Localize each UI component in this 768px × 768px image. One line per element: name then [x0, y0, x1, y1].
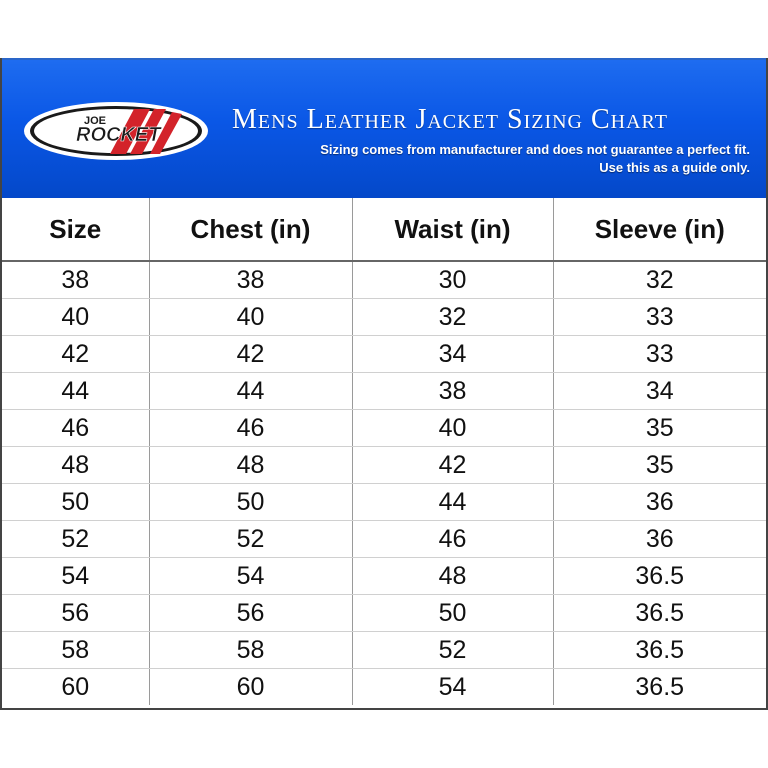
table-row — [2, 521, 766, 558]
table-row — [2, 373, 766, 410]
header-chest: Chest (in) — [149, 198, 352, 261]
table-row — [2, 632, 766, 669]
cell-waist: 44 — [352, 484, 553, 521]
cell-size: 54 — [2, 558, 149, 595]
cell-chest: 52 — [149, 521, 352, 558]
cell-size: 58 — [2, 632, 149, 669]
cell-sleeve: 36.5 — [553, 669, 766, 706]
cell-waist: 42 — [352, 447, 553, 484]
cell-waist: 54 — [352, 669, 553, 706]
cell-size: 56 — [2, 595, 149, 632]
cell-waist: 30 — [352, 261, 553, 299]
logo-text-main: ROCKET — [76, 124, 161, 146]
cell-sleeve: 35 — [553, 447, 766, 484]
table-row — [2, 299, 766, 336]
table-row — [2, 410, 766, 447]
cell-sleeve: 33 — [553, 336, 766, 373]
cell-size: 60 — [2, 669, 149, 706]
cell-waist: 48 — [352, 558, 553, 595]
cell-chest: 38 — [149, 261, 352, 299]
cell-chest: 58 — [149, 632, 352, 669]
cell-sleeve: 35 — [553, 410, 766, 447]
cell-sleeve: 34 — [553, 373, 766, 410]
cell-size: 42 — [2, 336, 149, 373]
cell-size: 44 — [2, 373, 149, 410]
cell-size: 50 — [2, 484, 149, 521]
cell-chest: 56 — [149, 595, 352, 632]
header-waist: Waist (in) — [352, 198, 553, 261]
table-row — [2, 484, 766, 521]
cell-sleeve: 36 — [553, 521, 766, 558]
table-header-row — [2, 198, 766, 261]
cell-chest: 46 — [149, 410, 352, 447]
cell-size: 40 — [2, 299, 149, 336]
cell-size: 38 — [2, 261, 149, 299]
cell-size: 46 — [2, 410, 149, 447]
cell-sleeve: 36.5 — [553, 595, 766, 632]
cell-chest: 48 — [149, 447, 352, 484]
cell-waist: 34 — [352, 336, 553, 373]
cell-sleeve: 33 — [553, 299, 766, 336]
cell-waist: 50 — [352, 595, 553, 632]
logo-text-top: JOE — [84, 115, 107, 127]
table-row — [2, 261, 766, 299]
cell-size: 48 — [2, 447, 149, 484]
cell-sleeve: 36 — [553, 484, 766, 521]
disclaimer-line-2: Use this as a guide only. — [599, 160, 750, 175]
cell-waist: 46 — [352, 521, 553, 558]
cell-waist: 38 — [352, 373, 553, 410]
header-size: Size — [2, 198, 149, 261]
cell-sleeve: 36.5 — [553, 632, 766, 669]
cell-chest: 44 — [149, 373, 352, 410]
cell-waist: 40 — [352, 410, 553, 447]
table-row — [2, 447, 766, 484]
cell-sleeve: 32 — [553, 261, 766, 299]
cell-chest: 50 — [149, 484, 352, 521]
cell-sleeve: 36.5 — [553, 558, 766, 595]
table-row — [2, 336, 766, 373]
cell-waist: 52 — [352, 632, 553, 669]
table-row — [2, 558, 766, 595]
cell-chest: 54 — [149, 558, 352, 595]
disclaimer-line-1: Sizing comes from manufacturer and does not guarantee a perfect fit. — [320, 142, 750, 157]
cell-waist: 32 — [352, 299, 553, 336]
table-row — [2, 669, 766, 706]
header-sleeve: Sleeve (in) — [553, 198, 766, 261]
page-title: Mens Leather Jacket Sizing Chart — [232, 104, 668, 135]
cell-chest: 60 — [149, 669, 352, 706]
cell-size: 52 — [2, 521, 149, 558]
table-row — [2, 595, 766, 632]
cell-chest: 40 — [149, 299, 352, 336]
cell-chest: 42 — [149, 336, 352, 373]
sizing-table — [2, 198, 766, 705]
